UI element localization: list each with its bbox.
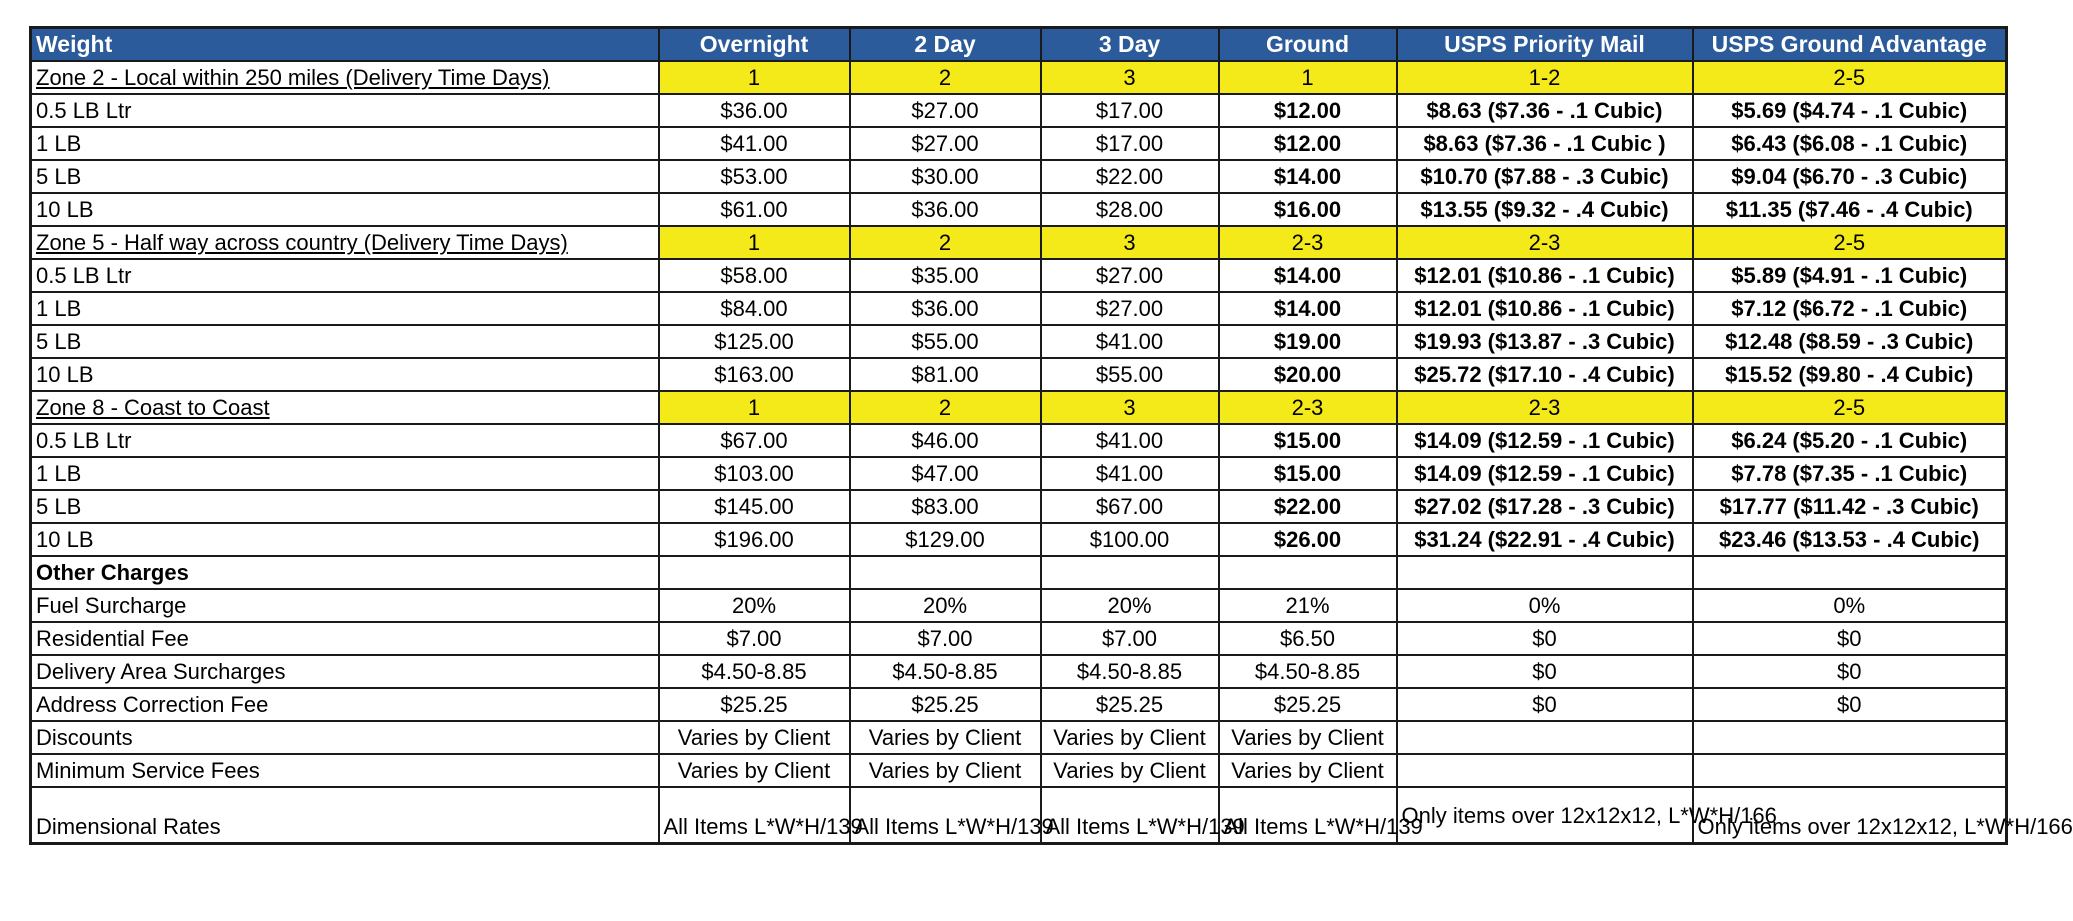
rate-cell: $22.00	[1041, 160, 1219, 193]
table-row	[31, 523, 2007, 556]
rate-cell: $8.63 ($7.36 - .1 Cubic )	[1397, 127, 1693, 160]
table-row	[31, 160, 2007, 193]
rate-cell: $17.00	[1041, 94, 1219, 127]
rate-cell: $58.00	[659, 259, 850, 292]
header-3-day: 3 Day	[1041, 28, 1219, 62]
charge-label: Fuel Surcharge	[31, 589, 659, 622]
rate-cell: $12.00	[1219, 127, 1397, 160]
charge-cell: $7.00	[850, 622, 1041, 655]
fuel-surcharge-row	[31, 589, 2007, 622]
shipping-rates-table	[29, 26, 2073, 845]
charge-cell: $25.25	[1219, 688, 1397, 721]
delivery-days: 2-5	[1693, 391, 2007, 424]
rate-cell: $6.43 ($6.08 - .1 Cubic)	[1693, 127, 2007, 160]
charge-cell: $25.25	[850, 688, 1041, 721]
rate-cell: $145.00	[659, 490, 850, 523]
zone-title: Zone 5 - Half way across country (Delivery Time Days)	[31, 226, 659, 259]
charge-cell: Varies by Client	[659, 754, 850, 787]
rate-cell: $163.00	[659, 358, 850, 391]
rate-cell: $196.00	[659, 523, 850, 556]
rate-cell: $28.00	[1041, 193, 1219, 226]
weight-cell: 1 LB	[31, 457, 659, 490]
rate-cell: $46.00	[850, 424, 1041, 457]
charge-cell: $0	[1397, 688, 1693, 721]
charge-cell: 21%	[1219, 589, 1397, 622]
rate-cell: $12.48 ($8.59 - .3 Cubic)	[1693, 325, 2007, 358]
rate-cell: $14.00	[1219, 292, 1397, 325]
rate-cell: $103.00	[659, 457, 850, 490]
table-row	[31, 490, 2007, 523]
rate-cell: $125.00	[659, 325, 850, 358]
table-row	[31, 259, 2007, 292]
weight-cell: 10 LB	[31, 193, 659, 226]
charge-cell: Varies by Client	[850, 721, 1041, 754]
delivery-days: 2	[850, 226, 1041, 259]
residential-fee-row	[31, 622, 2007, 655]
charge-label: Discounts	[31, 721, 659, 754]
weight-cell: 0.5 LB Ltr	[31, 424, 659, 457]
rate-cell: $27.02 ($17.28 - .3 Cubic)	[1397, 490, 1693, 523]
rate-cell: $41.00	[1041, 325, 1219, 358]
charge-cell: $0	[1693, 655, 2007, 688]
weight-cell: 1 LB	[31, 127, 659, 160]
charge-cell: All Items L*W*H/139	[1219, 787, 1397, 844]
empty-cell	[1397, 556, 1693, 589]
rate-cell: $41.00	[659, 127, 850, 160]
rate-cell: $55.00	[1041, 358, 1219, 391]
rate-cell: $36.00	[850, 292, 1041, 325]
delivery-days: 1	[659, 61, 850, 94]
rate-cell: $5.69 ($4.74 - .1 Cubic)	[1693, 94, 2007, 127]
rate-cell: $9.04 ($6.70 - .3 Cubic)	[1693, 160, 2007, 193]
charge-label: Dimensional Rates	[31, 787, 659, 844]
rate-cell: $67.00	[659, 424, 850, 457]
rate-cell: $19.93 ($13.87 - .3 Cubic)	[1397, 325, 1693, 358]
charge-cell: All Items L*W*H/139	[1041, 787, 1219, 844]
rate-cell: $15.00	[1219, 457, 1397, 490]
charge-cell: $25.25	[1041, 688, 1219, 721]
zone-header-row	[31, 226, 2007, 259]
charge-cell: $0	[1397, 622, 1693, 655]
rate-cell: $16.00	[1219, 193, 1397, 226]
weight-cell: 5 LB	[31, 325, 659, 358]
delivery-days: 2-3	[1397, 391, 1693, 424]
table-row	[31, 94, 2007, 127]
rate-cell: $13.55 ($9.32 - .4 Cubic)	[1397, 193, 1693, 226]
rate-cell: $25.72 ($17.10 - .4 Cubic)	[1397, 358, 1693, 391]
rate-cell: $12.00	[1219, 94, 1397, 127]
rate-cell: $41.00	[1041, 424, 1219, 457]
rate-cell: $27.00	[1041, 292, 1219, 325]
weight-cell: 1 LB	[31, 292, 659, 325]
weight-cell: 10 LB	[31, 358, 659, 391]
rate-cell: $41.00	[1041, 457, 1219, 490]
delivery-days: 2-5	[1693, 226, 2007, 259]
zone-header-row	[31, 391, 2007, 424]
header-overnight: Overnight	[659, 28, 850, 62]
delivery-days: 2-3	[1219, 391, 1397, 424]
rate-cell: $53.00	[659, 160, 850, 193]
charge-cell: 20%	[659, 589, 850, 622]
charge-cell	[1397, 754, 1693, 787]
other-charges-header-row	[31, 556, 2007, 589]
delivery-days: 3	[1041, 61, 1219, 94]
delivery-days: 1-2	[1397, 61, 1693, 94]
table-row	[31, 193, 2007, 226]
table-row	[31, 127, 2007, 160]
rate-cell: $83.00	[850, 490, 1041, 523]
charge-cell: Varies by Client	[1041, 721, 1219, 754]
weight-cell: 10 LB	[31, 523, 659, 556]
charge-cell: $0	[1693, 688, 2007, 721]
rate-cell: $8.63 ($7.36 - .1 Cubic)	[1397, 94, 1693, 127]
zone-title: Zone 2 - Local within 250 miles (Delivery Time Days)	[31, 61, 659, 94]
rate-cell: $55.00	[850, 325, 1041, 358]
empty-cell	[1041, 556, 1219, 589]
charge-cell: Varies by Client	[1041, 754, 1219, 787]
table-row	[31, 292, 2007, 325]
delivery-days: 2-3	[1219, 226, 1397, 259]
empty-cell	[659, 556, 850, 589]
dimensional-rates-row	[31, 787, 2007, 844]
rate-cell: $47.00	[850, 457, 1041, 490]
charge-cell: $4.50-8.85	[659, 655, 850, 688]
table-row	[31, 358, 2007, 391]
rate-cell: $17.77 ($11.42 - .3 Cubic)	[1693, 490, 2007, 523]
delivery-days: 3	[1041, 391, 1219, 424]
rate-cell: $14.09 ($12.59 - .1 Cubic)	[1397, 457, 1693, 490]
empty-cell	[850, 556, 1041, 589]
table-row	[31, 325, 2007, 358]
charge-cell: $6.50	[1219, 622, 1397, 655]
charge-cell: Varies by Client	[850, 754, 1041, 787]
header-row	[31, 28, 2007, 62]
rate-cell: $11.35 ($7.46 - .4 Cubic)	[1693, 193, 2007, 226]
rate-cell: $19.00	[1219, 325, 1397, 358]
rate-cell: $26.00	[1219, 523, 1397, 556]
rate-cell: $15.52 ($9.80 - .4 Cubic)	[1693, 358, 2007, 391]
weight-cell: 0.5 LB Ltr	[31, 259, 659, 292]
rate-cell: $15.00	[1219, 424, 1397, 457]
charge-label: Address Correction Fee	[31, 688, 659, 721]
charge-cell	[1693, 754, 2007, 787]
header-2-day: 2 Day	[850, 28, 1041, 62]
weight-cell: 0.5 LB Ltr	[31, 94, 659, 127]
charge-cell: 20%	[1041, 589, 1219, 622]
header-usps-priority-mail: USPS Priority Mail	[1397, 28, 1693, 62]
rate-cell: $14.00	[1219, 160, 1397, 193]
rate-cell: $129.00	[850, 523, 1041, 556]
rate-cell: $20.00	[1219, 358, 1397, 391]
charge-cell: $0	[1693, 622, 2007, 655]
rate-cell: $27.00	[1041, 259, 1219, 292]
charge-label: Delivery Area Surcharges	[31, 655, 659, 688]
weight-cell: 5 LB	[31, 160, 659, 193]
delivery-days: 1	[1219, 61, 1397, 94]
table-row	[31, 457, 2007, 490]
rate-cell: $7.12 ($6.72 - .1 Cubic)	[1693, 292, 2007, 325]
rate-cell: $14.00	[1219, 259, 1397, 292]
rate-cell: $31.24 ($22.91 - .4 Cubic)	[1397, 523, 1693, 556]
charge-cell: $0	[1397, 655, 1693, 688]
charge-cell: $7.00	[1041, 622, 1219, 655]
empty-cell	[1219, 556, 1397, 589]
delivery-days: 2-3	[1397, 226, 1693, 259]
rate-cell: $84.00	[659, 292, 850, 325]
charge-cell: $25.25	[659, 688, 850, 721]
delivery-days: 3	[1041, 226, 1219, 259]
charge-cell: All Items L*W*H/139	[850, 787, 1041, 844]
rate-cell: $81.00	[850, 358, 1041, 391]
charge-cell	[1397, 721, 1693, 754]
charge-cell: 0%	[1397, 589, 1693, 622]
table-row	[31, 424, 2007, 457]
charge-cell: All Items L*W*H/139	[659, 787, 850, 844]
rate-cell: $17.00	[1041, 127, 1219, 160]
rate-cell: $36.00	[850, 193, 1041, 226]
rate-cell: $12.01 ($10.86 - .1 Cubic)	[1397, 259, 1693, 292]
rate-cell: $10.70 ($7.88 - .3 Cubic)	[1397, 160, 1693, 193]
minimum-service-fees-row	[31, 754, 2007, 787]
delivery-days: 2	[850, 391, 1041, 424]
charge-cell: Only items over 12x12x12, L*W*H/166	[1693, 787, 2007, 844]
delivery-area-surcharges-row	[31, 655, 2007, 688]
delivery-days: 1	[659, 226, 850, 259]
charge-cell	[1693, 721, 2007, 754]
rate-cell: $7.78 ($7.35 - .1 Cubic)	[1693, 457, 2007, 490]
other-charges-title: Other Charges	[31, 556, 659, 589]
zone-header-row	[31, 61, 2007, 94]
rate-cell: $100.00	[1041, 523, 1219, 556]
rate-cell: $27.00	[850, 127, 1041, 160]
delivery-days: 2-5	[1693, 61, 2007, 94]
rate-cell: $27.00	[850, 94, 1041, 127]
rate-cell: $12.01 ($10.86 - .1 Cubic)	[1397, 292, 1693, 325]
rate-cell: $22.00	[1219, 490, 1397, 523]
charge-cell: Only items over 12x12x12, L*W*H/166	[1397, 787, 1693, 844]
rate-cell: $23.46 ($13.53 - .4 Cubic)	[1693, 523, 2007, 556]
charge-cell: 0%	[1693, 589, 2007, 622]
rate-cell: $61.00	[659, 193, 850, 226]
rate-cell: $36.00	[659, 94, 850, 127]
charge-cell: $4.50-8.85	[1219, 655, 1397, 688]
zone-title: Zone 8 - Coast to Coast	[31, 391, 659, 424]
charge-cell: $7.00	[659, 622, 850, 655]
header-weight: Weight	[31, 28, 659, 62]
charge-cell: 20%	[850, 589, 1041, 622]
charge-cell: Varies by Client	[1219, 754, 1397, 787]
delivery-days: 2	[850, 61, 1041, 94]
rate-cell: $30.00	[850, 160, 1041, 193]
delivery-days: 1	[659, 391, 850, 424]
header-usps-ground-advantage: USPS Ground Advantage	[1693, 28, 2007, 62]
rate-cell: $35.00	[850, 259, 1041, 292]
address-correction-fee-row	[31, 688, 2007, 721]
empty-cell	[1693, 556, 2007, 589]
rate-cell: $5.89 ($4.91 - .1 Cubic)	[1693, 259, 2007, 292]
charge-cell: Varies by Client	[1219, 721, 1397, 754]
rate-cell: $6.24 ($5.20 - .1 Cubic)	[1693, 424, 2007, 457]
charge-label: Minimum Service Fees	[31, 754, 659, 787]
rate-cell: $14.09 ($12.59 - .1 Cubic)	[1397, 424, 1693, 457]
charge-label: Residential Fee	[31, 622, 659, 655]
charge-cell: $4.50-8.85	[850, 655, 1041, 688]
charge-cell: Varies by Client	[659, 721, 850, 754]
charge-cell: $4.50-8.85	[1041, 655, 1219, 688]
header-ground: Ground	[1219, 28, 1397, 62]
rate-cell: $67.00	[1041, 490, 1219, 523]
discounts-row	[31, 721, 2007, 754]
weight-cell: 5 LB	[31, 490, 659, 523]
